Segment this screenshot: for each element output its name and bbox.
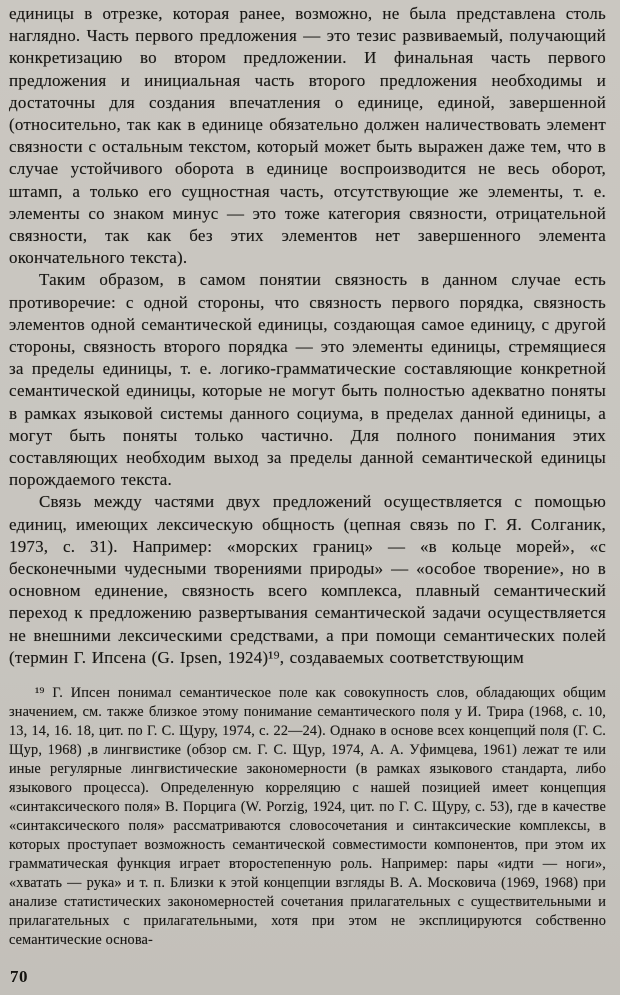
footnote-block bbox=[9, 684, 606, 950]
footnote-text: ¹⁹ Г. Ипсен понимал семантическое поле как совокупность слов, обладающих общим значением, см. также близкое этому понимание семантического поля у И. Трира (1968, с. 10, 13, 14, 16. 18, цит. по Г. С. Щуру, 1974, с. 22—24). Однако в основе всех концепций поля (Г. С. Щур, 1968) ,в лингвистике (обзор см. Г. С. Щур, 1974, А. А. Уфимцева, 1961) лежат те или иные регулярные лингвистические закономерности (в рамках языкового стандарта, либо языкового процесса). Определенную корреляцию с нашей позицией имеет концепция «синтаксического поля» В. Порцига (W. Porzig, 1924, цит. по Г. С. Щуру, с. 53), где в качестве «синтаксического поля» рассматриваются словосочетания и синтаксические комплексы, в которых проступает возможность семантической совместимости компонентов, при этом их грамматическая функция играет второстепенную роль. Например: пары «идти — ноги», «хватать — рука» и т. п. Близки к этой концепции взгляды В. А. Московича (1969, 1968) при анализе статистических закономерностей сочетания прилагательных с существительными и прилагательных с прилагательными, хотя при этом не эксплицируются собственно семантические основа- bbox=[9, 685, 606, 949]
paragraph: Связь между частями двух предложений осуществляется с помощью единиц, имеющих лексическую общность (цепная связь по Г. Я. Солганик, 1973, с. 31). Например: «морских границ» — «в кольце морей», «с бесконечными чудесными творениями природы» — «особое творение», но в основном единение, связность всего комплекса, плавный семантический переход к предложению развертывания семантической задачи осуществляется не внешними лексическими средствами, а при помощи семантических полей (термин Г. Ипсена (G. Ipsen, 1924)¹⁹, создаваемых соответствующим bbox=[9, 492, 606, 667]
paragraph-continuation: единицы в отрезке, которая ранее, возможно, не была представлена столь наглядно. Часть первого предложения — это тезис развиваемый, получающий конкретизацию во втором предложении. И финальная часть первого предложения и инициальная часть второго предложения необходимы и достаточны для создания впечатления о единице, единой, завершенной (относительно, так как в единице обязательно должен наличествовать элемент связности с остальным текстом, который может быть выражен даже тем, что в случае устойчивого оборота в единице воспроизводится не весь оборот, штамп, а только его сущностная часть, отсутствующие же элементы, т. е. элементы со знаком минус — это тоже категория связности, отрицательной связности, так как без этих элементов нет завершенного элемента окончательного текста). bbox=[9, 4, 606, 268]
main-text-block bbox=[9, 3, 606, 669]
page-number: 70 bbox=[10, 967, 28, 986]
paragraph: Таким образом, в самом понятии связность в данном случае есть противоречие: с одной стороны, что связность первого порядка, связность элементов одной семантической единицы, создающая самое единицу, с другой стороны, связность второго порядка — это элементы единицы, стремящиеся за пределы единицы, т. е. логико-грамматические составляющие конкретной семантической единицы, которые не могут быть полностью адекватно поняты в рамках языковой системы данного социума, в пределах данной единицы, а могут быть поняты только частично. Для полного понимания этих составляющих необходим выход за пределы данной семантической единицы порождаемого текста. bbox=[9, 270, 606, 490]
